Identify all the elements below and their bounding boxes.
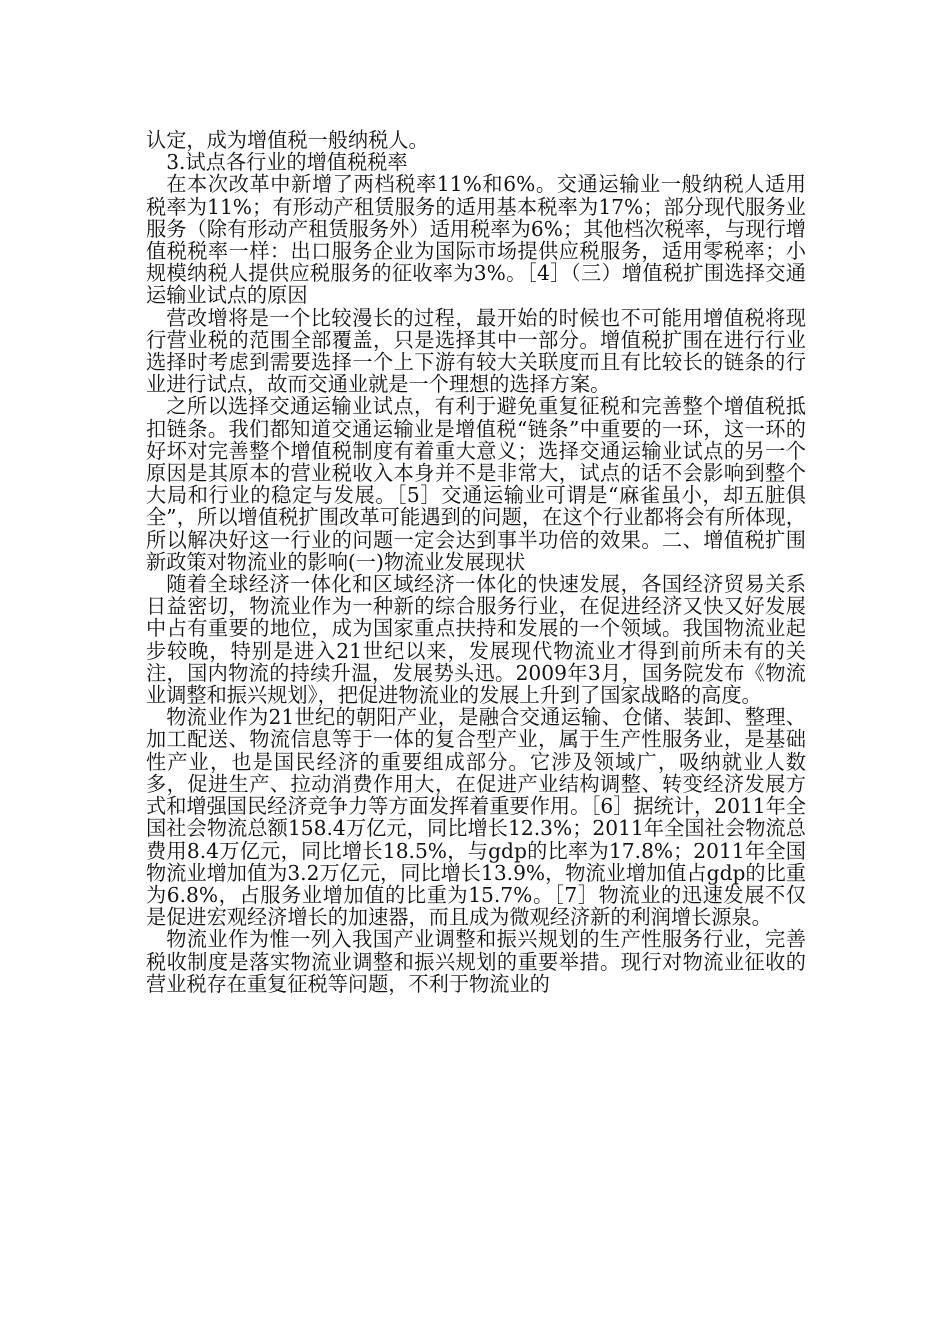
paragraph-tax-rates: 在本次改革中新增了两档税率11%和6%。交通运输业一般纳税人适用税率为11%；有形动产租赁服务的适用基本税率为17%；部分现代服务业服务（除有形动产租赁服务外）适用税率为6%；其他档次税率，与现行增值税税率一样：出口服务企业为国际市场提供应税服务，适用零税率；小规模纳税人提供应税服务的征收率为3%。［4］（三）增值税扩围选择交通运输业试点的原因 [146,172,806,308]
paragraph-transport-pilot: 之所以选择交通运输业试点，有利于避免重复征税和完善整个增值税抵扣链条。我们都知道交通运输业是增值税“链条”中重要的一环，这一环的好坏对完善整个增值税制度有着重大意义；选择交通运输业试点的另一个原因是其原本的营业税收入本身并不是非常大，试点的话不会影响到整个大局和行业的稳定与发展。［5］交通运输业可谓是“麻雀虽小，却五脏俱全”，所以增值税扩围改革可能遇到的问题，在这个行业都将会有所体现，所以解决好这一行业的问题一定会达到事半功倍的效果。二、增值税扩围新政策对物流业的影响(一)物流业发展现状 [146,394,806,574]
paragraph-logistics-tax: 物流业作为惟一列入我国产业调整和振兴规划的生产性服务行业，完善税收制度是落实物流业调整和振兴规划的重要举措。现行对物流业征收的营业税存在重复征税等问题，不利于物流业的 [146,927,806,996]
paragraph-continuation: 认定，成为增值税一般纳税人。 [146,128,429,152]
document-page [146,129,806,995]
section-heading-tax-rates: 3.试点各行业的增值税税率 [166,150,408,175]
paragraph-reform-process: 营改增将是一个比较漫长的过程，最开始的时候也不可能用增值税将现行营业税的范围全部覆盖，只是选择其中一部分。增值税扩围在进行行业选择时考虑到需要选择一个上下游有较大关联度而且有比较长的链条的行业进行试点，故而交通业就是一个理想的选择方案。 [146,305,806,397]
paragraph-logistics-status: 随着全球经济一体化和区域经济一体化的快速发展，各国经济贸易关系日益密切，物流业作为一种新的综合服务行业，在促进经济又快又好发展中占有重要的地位，成为国家重点扶持和发展的一个领域。我国物流业起步较晚，特别是进入21世纪以来，发展现代物流业才得到前所未有的关注，国内物流的持续升温，发展势头迅。2009年3月，国务院发布《物流业调整和振兴规划》，把促进物流业的发展上升到了国家战略的高度。 [146,572,806,708]
paragraph-logistics-industry: 物流业作为21世纪的朝阳产业，是融合交通运输、仓储、装卸、整理、加工配送、物流信息等于一体的复合型产业，属于生产性服务业，是基础性产业，也是国民经济的重要组成部分。它涉及领域广，吸纳就业人数多，促进生产、拉动消费作用大，在促进产业结构调整、转变经济发展方式和增强国民经济竞争力等方面发挥着重要作用。［6］据统计，2011年全国社会物流总额158.4万亿元，同比增长12.3%；2011年全国社会物流总费用8.4万亿元，同比增长18.5%，与gdp的比率为17.8%；2011年全国物流业增加值为3.2万亿元，同比增长13.9%，物流业增加值占gdp的比重为6.8%，占服务业增加值的比重为15.7%。［7］物流业的迅速发展不仅是促进宏观经济增长的加速器，而且成为微观经济新的利润增长源泉。 [146,705,806,930]
